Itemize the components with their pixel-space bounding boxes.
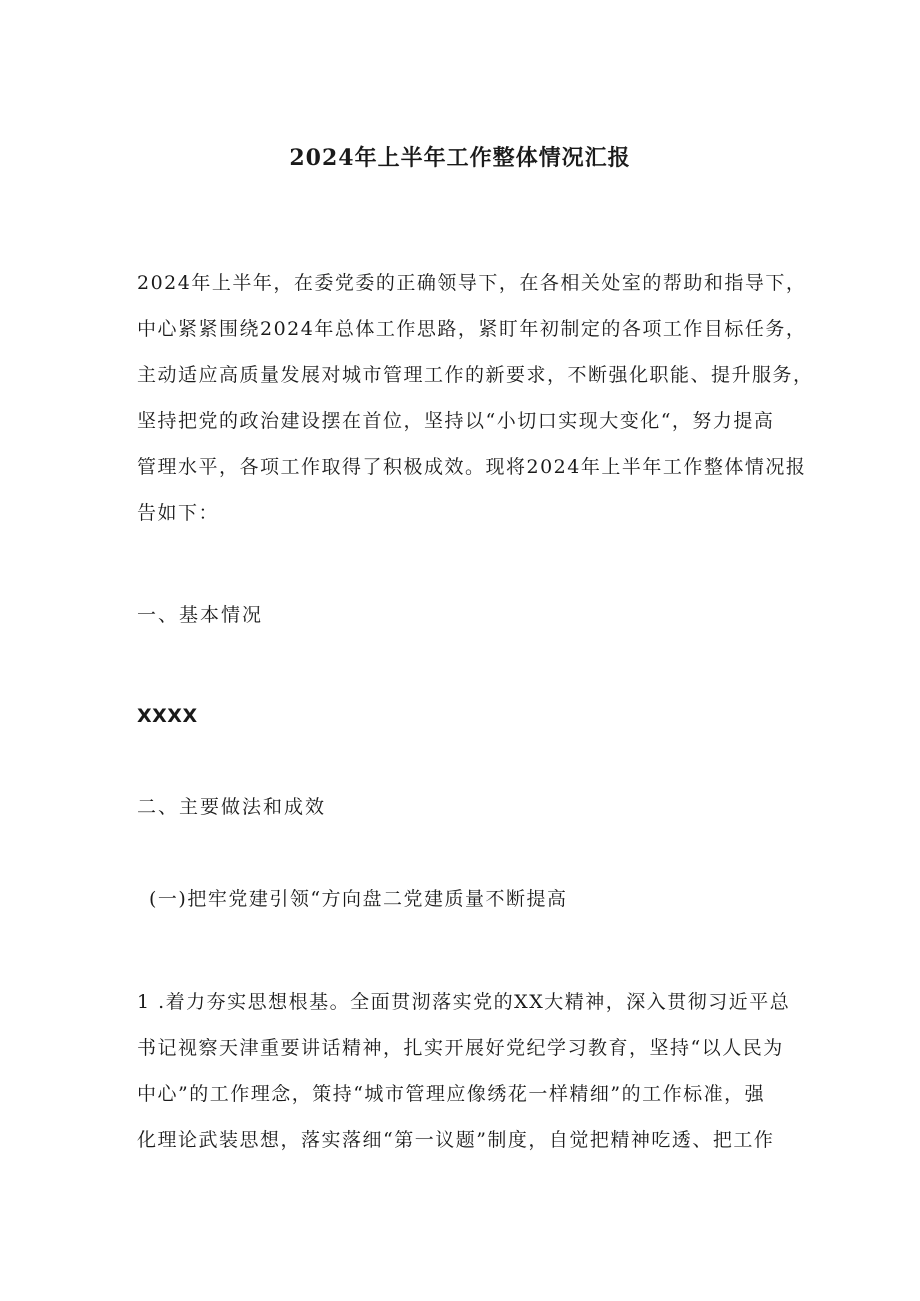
intro-line-6: 告如下： [137, 502, 220, 524]
document-title: 2024年上半年工作整体情况汇报 [289, 145, 631, 171]
placeholder-text: XXXX [137, 705, 198, 727]
item-1-line-4: 化理论武装思想，落实落细“第一议题”制度，自觉把精神吃透、把工作 [137, 1129, 775, 1151]
item-1-line-3: 中心”的工作理念，策持“城市管理应像绣花一样精细”的工作标准，强 [137, 1083, 766, 1105]
intro-line-4: 坚持把党的政治建设摆在首位，坚持以“小切口实现大变化“，努力提高 [137, 410, 775, 432]
intro-line-1: 2024年上半年，在委党委的正确领导下，在各相关处室的帮助和指导下， [137, 272, 807, 294]
subsection-1-heading: (一)把牢党建引领“方向盘二党建质量不断提高 [149, 888, 568, 910]
intro-line-5: 管理水平，各项工作取得了积极成效。现将2024年上半年工作整体情况报 [137, 456, 807, 478]
section-2-heading: 二、主要做法和成效 [137, 796, 327, 818]
intro-line-3: 主动适应高质量发展对城市管理工作的新要求，不断强化职能、提升服务， [137, 364, 814, 386]
intro-line-2: 中心紧紧围绕2024年总体工作思路，紧盯年初制定的各项工作目标任务， [137, 318, 807, 340]
item-1-line-2: 书记视察天津重要讲话精神，扎实开展好党纪学习教育，坚持“以人民为 [137, 1037, 784, 1059]
section-1-heading: 一、基本情况 [137, 604, 264, 626]
item-1-line-1: 1 .着力夯实思想根基。全面贯沏落实党的XX大精神，深入贯彻习近平总 [137, 991, 791, 1013]
